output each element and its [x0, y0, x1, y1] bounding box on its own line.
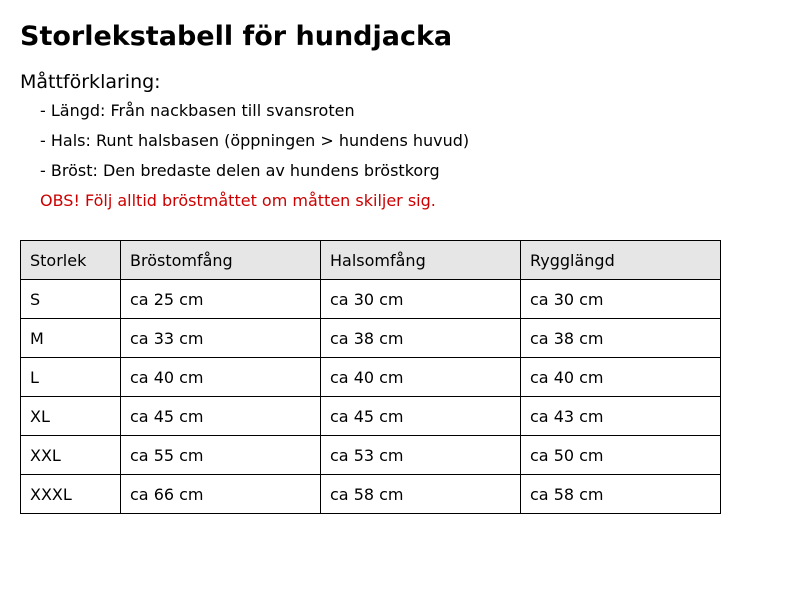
table-row [21, 436, 721, 475]
table-row [21, 397, 721, 436]
cell-size: XXL [21, 436, 121, 475]
page-title: Storlekstabell för hundjacka [20, 21, 453, 52]
cell-neck: ca 58 cm [321, 475, 521, 514]
cell-neck: ca 53 cm [321, 436, 521, 475]
cell-back-length: ca 50 cm [521, 436, 721, 475]
cell-chest: ca 25 cm [121, 280, 321, 319]
table-row [21, 475, 721, 514]
legend-heading: Måttförklaring: [20, 71, 161, 93]
legend-item-length: - Längd: Från nackbasen till svansroten [40, 101, 355, 120]
header-size: Storlek [21, 241, 121, 280]
cell-chest: ca 55 cm [121, 436, 321, 475]
cell-size: XXXL [21, 475, 121, 514]
cell-chest: ca 40 cm [121, 358, 321, 397]
cell-size: M [21, 319, 121, 358]
cell-back-length: ca 30 cm [521, 280, 721, 319]
table-row [21, 358, 721, 397]
table-row [21, 319, 721, 358]
legend-item-chest: - Bröst: Den bredaste delen av hundens bröstkorg [40, 161, 440, 180]
cell-chest: ca 33 cm [121, 319, 321, 358]
cell-back-length: ca 40 cm [521, 358, 721, 397]
cell-back-length: ca 38 cm [521, 319, 721, 358]
cell-chest: ca 45 cm [121, 397, 321, 436]
cell-size: S [21, 280, 121, 319]
cell-size: L [21, 358, 121, 397]
cell-back-length: ca 58 cm [521, 475, 721, 514]
table-header-row [21, 241, 721, 280]
header-neck: Halsomfång [321, 241, 521, 280]
cell-back-length: ca 43 cm [521, 397, 721, 436]
cell-chest: ca 66 cm [121, 475, 321, 514]
cell-neck: ca 38 cm [321, 319, 521, 358]
header-back-length: Rygglängd [521, 241, 721, 280]
cell-neck: ca 40 cm [321, 358, 521, 397]
header-chest: Bröstomfång [121, 241, 321, 280]
table-row [21, 280, 721, 319]
legend-item-neck: - Hals: Runt halsbasen (öppningen > hundens huvud) [40, 131, 470, 150]
cell-size: XL [21, 397, 121, 436]
warning-note: OBS! Följ alltid bröstmåttet om måtten skiljer sig. [40, 191, 436, 210]
cell-neck: ca 45 cm [321, 397, 521, 436]
cell-neck: ca 30 cm [321, 280, 521, 319]
size-table [20, 240, 721, 514]
